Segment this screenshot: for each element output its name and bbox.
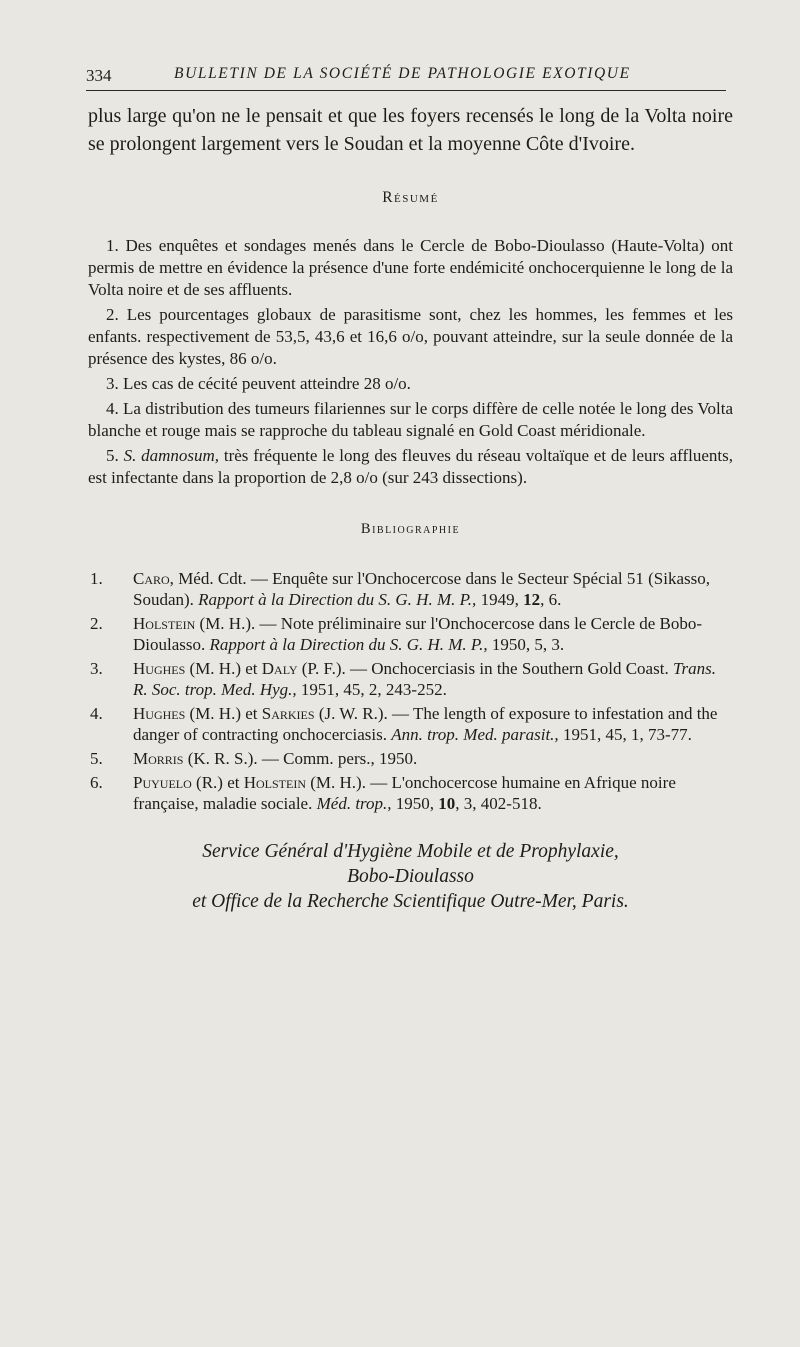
bib-journal: Méd. trop., <box>316 794 392 813</box>
bib-text: 1949, <box>476 590 524 609</box>
affiliation-line: Service Général d'Hygiène Mobile et de Prophylaxie, <box>202 841 619 862</box>
resume-item-text: très fréquente le long des fleuves du réseau voltaïque et de leurs affluents, est infectante dans la proportion de 2,8 o/o (sur 243 dissections). <box>88 446 734 487</box>
resume-item: 4. La distribution des tumeurs filariennes sur le corps diffère de celle notée le long des Volta blanche et rouge mais se rapproche du tableau signalé en Gold Coast méridionale. <box>88 399 733 440</box>
bib-author: Daly <box>261 659 298 678</box>
bib-number: 2. <box>90 614 103 633</box>
bib-entry <box>88 748 733 769</box>
bib-author: Caro, <box>133 569 174 588</box>
bib-text: (K. R. S.). — Comm. pers., 1950. <box>183 749 418 768</box>
article-body <box>88 102 733 914</box>
resume-item-number: 5. <box>106 446 124 465</box>
species-name: S. damnosum, <box>123 446 220 465</box>
bib-author: Hughes <box>133 704 186 723</box>
bib-text: 1951, 45, 2, 243-252. <box>296 680 447 699</box>
bib-author: Morris <box>133 749 184 768</box>
bib-text: 1950, <box>391 794 439 813</box>
bib-entry <box>88 568 733 610</box>
bib-author: Holstein <box>243 773 306 792</box>
bib-text: (M. H.) et <box>185 659 262 678</box>
bib-number: 6. <box>90 773 103 792</box>
affiliation <box>88 839 733 914</box>
bib-number: 3. <box>90 659 103 678</box>
bib-entry <box>88 703 733 745</box>
bib-text: (P. F.). — Onchocerciasis in the Southern Gold Coast. <box>297 659 673 678</box>
resume-heading: Résumé <box>382 189 439 206</box>
bib-number: 5. <box>90 749 103 768</box>
affiliation-line: Bobo-Dioulasso <box>347 866 474 887</box>
bib-text: 1951, 45, 1, 73-77. <box>558 725 692 744</box>
intro-paragraph: plus large qu'on ne le pensait et que les foyers recensés le long de la Volta noire se prolongent largement vers le Soudan et la moyenne Côte d'Ivoire. <box>88 105 733 155</box>
bib-author: Hughes <box>133 659 186 678</box>
bib-journal: Rapport à la Direction du S. G. H. M. P., <box>209 635 488 654</box>
bib-volume: 10 <box>438 794 456 813</box>
bib-text: (R.) et <box>191 773 244 792</box>
resume-item: 3. Les cas de cécité peuvent atteindre 28 o/o. <box>106 374 411 393</box>
bib-number: 4. <box>90 704 103 723</box>
bib-journal: Rapport à la Direction du S. G. H. M. P., <box>198 590 477 609</box>
bib-text: (M. H.). — Note préliminaire sur l'Onchocercose dans le Cercle de Bobo-Dioulasso. <box>133 614 703 654</box>
journal-title: BULLETIN DE LA SOCIÉTÉ DE PATHOLOGIE EXOTIQUE <box>174 65 631 82</box>
bib-text: (J. W. R.). — The length of exposure to infestation and the danger of contracting onchocerciasis. <box>133 704 718 744</box>
bib-entry <box>88 658 733 700</box>
bib-text: Méd. Cdt. — Enquête sur l'Onchocercose dans le Secteur Spécial 51 (Sikasso, Soudan). <box>133 569 711 609</box>
bibliography-heading: Bibliographie <box>360 521 461 537</box>
bibliography-list <box>88 568 733 814</box>
bib-text: (M. H.) et <box>185 704 262 723</box>
bib-number: 1. <box>90 569 103 588</box>
resume-item <box>88 445 733 489</box>
page-number: 334 <box>86 66 112 85</box>
bib-author: Holstein <box>133 614 196 633</box>
bib-journal: Ann. trop. Med. parasit., <box>391 725 559 744</box>
bib-text: , 6. <box>540 590 562 609</box>
bib-author: Puyuelo <box>133 773 192 792</box>
bib-entry <box>88 772 733 814</box>
resume-item: 1. Des enquêtes et sondages menés dans le Cercle de Bobo-Dioulasso (Haute-Volta) ont permis de mettre en évidence la présence d'une forte endémicité onchocerquienne le long de la Volta noire et de ses affluents. <box>88 236 733 299</box>
bib-author: Sarkies <box>261 704 315 723</box>
bib-entry <box>88 613 733 655</box>
resume-item: 2. Les pourcentages globaux de parasitisme sont, chez les hommes, les femmes et les enfants. respectivement de 53,5, 43,6 et 16,6 o/o, pouvant atteindre, sur la seule donnée de la présence des kystes, 86 o/o. <box>88 305 733 368</box>
running-header <box>86 60 726 91</box>
bib-volume: 12 <box>523 590 541 609</box>
affiliation-line: et Office de la Recherche Scientifique Outre-Mer, Paris. <box>192 891 629 912</box>
resume-list <box>88 235 733 489</box>
bib-journal: Trans. R. Soc. trop. Med. Hyg., <box>133 659 716 699</box>
bib-text: 1950, 5, 3. <box>487 635 565 654</box>
bib-text: , 3, 402-518. <box>455 794 542 813</box>
bib-text: (M. H.). — L'onchocercose humaine en Afrique noire française, maladie sociale. <box>133 773 676 813</box>
